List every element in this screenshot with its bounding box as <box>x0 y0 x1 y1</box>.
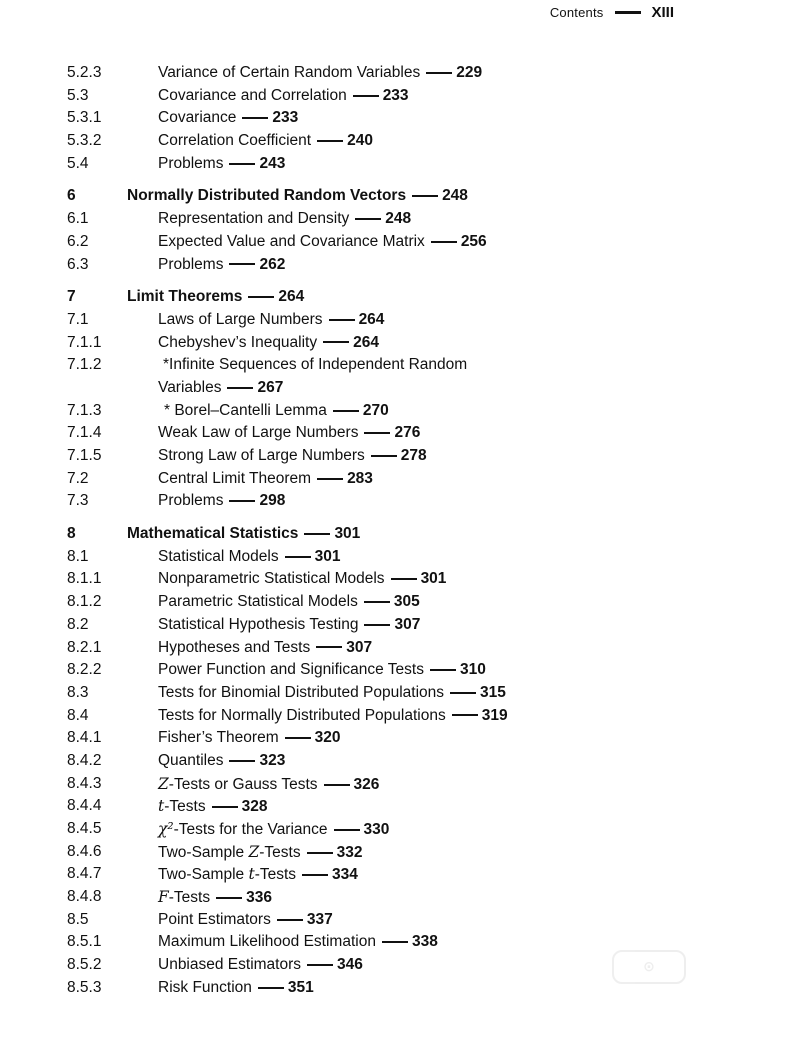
toc-chapter <box>0 286 794 309</box>
toc-entry <box>0 254 794 277</box>
table-of-contents <box>0 62 794 1000</box>
entry-title: Strong Law of Large Numbers 278 <box>158 447 427 464</box>
entry-number: 7.1.4 <box>67 424 102 442</box>
entry-title: Problems 243 <box>158 154 286 172</box>
entry-title: Power Function and Significance Tests 310 <box>158 661 486 679</box>
entry-title: Fisher’s Theorem 320 <box>158 729 341 747</box>
entry-title: Representation and Density 248 <box>158 210 412 228</box>
toc-entry <box>0 795 794 818</box>
entry-number: 5.4 <box>67 154 89 172</box>
entry-title: *Infinite Sequences of Independent Random <box>163 356 468 374</box>
entry-number: 7.3 <box>67 492 89 510</box>
entry-number: 6.3 <box>67 255 89 273</box>
toc-chapter <box>0 185 794 208</box>
header-label: Contents <box>549 4 604 20</box>
entry-number: 6.1 <box>67 210 89 228</box>
toc-entry <box>0 818 794 841</box>
entry-title: Risk Function 351 <box>158 978 314 996</box>
toc-entry <box>0 659 794 682</box>
entry-number: 8.4.5 <box>67 820 102 837</box>
toc-entry <box>0 468 794 491</box>
toc-entry <box>0 568 794 591</box>
entry-title: Statistical Models 301 <box>158 547 341 565</box>
entry-number: 5.2.3 <box>67 64 102 81</box>
watermark <box>532 950 742 1020</box>
entry-title: F-Tests 336 <box>158 888 272 907</box>
entry-number: 8.4.7 <box>67 865 102 883</box>
entry-number: 8.4.6 <box>67 842 102 860</box>
toc-entry <box>0 85 794 108</box>
entry-number: 8.5.3 <box>67 978 102 996</box>
entry-number: 8.5.2 <box>67 956 102 974</box>
entry-number: 8.2 <box>67 615 89 633</box>
toc-entry <box>0 309 794 332</box>
running-header <box>550 2 674 22</box>
entry-title: Tests for Binomial Distributed Populations 315 <box>158 683 506 701</box>
entry-number: 8.3 <box>67 683 89 701</box>
entry-title: Covariance and Correlation 233 <box>158 86 409 104</box>
toc-entry <box>0 354 794 377</box>
toc-entry <box>0 727 794 750</box>
chapter-number: 6 <box>67 187 76 205</box>
toc-entry <box>0 591 794 614</box>
toc-entry <box>0 422 794 445</box>
entry-number: 7.1.1 <box>67 333 102 351</box>
entry-number: 7.1.5 <box>67 447 102 464</box>
entry-number: 8.1.2 <box>67 593 102 611</box>
chapter-number: 8 <box>67 525 76 543</box>
watermark-logo-icon: ⊙ <box>612 950 686 984</box>
entry-number: 8.2.1 <box>67 638 102 656</box>
toc-entry <box>0 62 794 85</box>
entry-title: Variables 267 <box>158 378 284 396</box>
entry-title: Problems 262 <box>158 255 286 273</box>
toc-entry <box>0 637 794 660</box>
header-dash <box>615 11 641 14</box>
entry-title: Parametric Statistical Models 305 <box>158 593 420 611</box>
entry-title: Nonparametric Statistical Models 301 <box>158 570 447 588</box>
toc-entry <box>0 886 794 909</box>
entry-number: 8.4.2 <box>67 751 102 769</box>
entry-title: Correlation Coefficient 240 <box>158 132 373 150</box>
entry-title: Central Limit Theorem 283 <box>158 469 373 487</box>
header-page-number: XIII <box>651 3 674 21</box>
toc-entry <box>0 841 794 864</box>
toc-entry <box>0 490 794 513</box>
entry-number: 8.4.4 <box>67 797 102 815</box>
entry-title: t-Tests 328 <box>158 797 268 816</box>
toc-entry-continuation <box>0 377 794 400</box>
toc-entry <box>0 332 794 355</box>
toc-entry <box>0 546 794 569</box>
entry-number: 8.5 <box>67 910 89 928</box>
entry-number: 8.4.8 <box>67 888 102 906</box>
toc-entry <box>0 614 794 637</box>
entry-number: 8.1 <box>67 547 89 565</box>
entry-number: 6.2 <box>67 232 89 250</box>
entry-title: Expected Value and Covariance Matrix 256 <box>158 232 487 250</box>
entry-title: Unbiased Estimators 346 <box>158 956 363 974</box>
entry-title: Laws of Large Numbers 264 <box>158 310 385 328</box>
toc-entry <box>0 107 794 130</box>
entry-title: Statistical Hypothesis Testing 307 <box>158 615 421 633</box>
toc-entry <box>0 705 794 728</box>
entry-title: Z-Tests or Gauss Tests 326 <box>158 774 380 793</box>
entry-number: 8.4 <box>67 706 89 724</box>
entry-title: Weak Law of Large Numbers 276 <box>158 424 421 442</box>
toc-entry <box>0 909 794 932</box>
entry-title: Hypotheses and Tests 307 <box>158 638 373 656</box>
toc-entry <box>0 773 794 796</box>
entry-number: 8.4.3 <box>67 774 102 792</box>
entry-title: Variance of Certain Random Variables 229 <box>158 64 483 81</box>
entry-title: * Borel–Cantelli Lemma 270 <box>164 401 389 419</box>
toc-entry <box>0 231 794 254</box>
toc-chapter <box>0 523 794 546</box>
toc-entry <box>0 750 794 773</box>
toc-entry <box>0 445 794 468</box>
toc-entry <box>0 400 794 423</box>
entry-title: Covariance 233 <box>158 109 299 127</box>
chapter-title: Normally Distributed Random Vectors 248 <box>127 187 468 205</box>
entry-number: 7.1.3 <box>67 401 102 419</box>
entry-title: Maximum Likelihood Estimation 338 <box>158 933 438 951</box>
toc-entry <box>0 682 794 705</box>
toc-entry <box>0 153 794 176</box>
entry-title: Chebyshev’s Inequality 264 <box>158 333 379 351</box>
toc-entry <box>0 130 794 153</box>
entry-number: 5.3.2 <box>67 132 102 150</box>
chapter-number: 7 <box>67 288 76 306</box>
entry-number: 8.5.1 <box>67 933 102 951</box>
entry-title: Two-Sample t-Tests 334 <box>158 865 358 884</box>
entry-number: 8.4.1 <box>67 729 102 747</box>
chapter-title: Mathematical Statistics 301 <box>127 525 361 543</box>
entry-title: Point Estimators 337 <box>158 910 333 928</box>
entry-number: 5.3.1 <box>67 109 102 127</box>
entry-title: Tests for Normally Distributed Populations 319 <box>158 706 508 724</box>
entry-number: 7.1 <box>67 310 89 328</box>
entry-number: 5.3 <box>67 86 89 104</box>
entry-number: 8.2.2 <box>67 661 102 679</box>
entry-title: χ²-Tests for the Variance 330 <box>158 820 390 838</box>
entry-title: Quantiles 323 <box>158 751 286 769</box>
toc-entry <box>0 863 794 886</box>
entry-title: Problems 298 <box>158 492 286 510</box>
entry-number: 7.2 <box>67 469 89 487</box>
chapter-title: Limit Theorems 264 <box>127 288 305 306</box>
entry-number: 8.1.1 <box>67 570 102 588</box>
toc-entry <box>0 208 794 231</box>
entry-title: Two-Sample Z-Tests 332 <box>158 842 363 861</box>
entry-number: 7.1.2 <box>67 356 102 374</box>
